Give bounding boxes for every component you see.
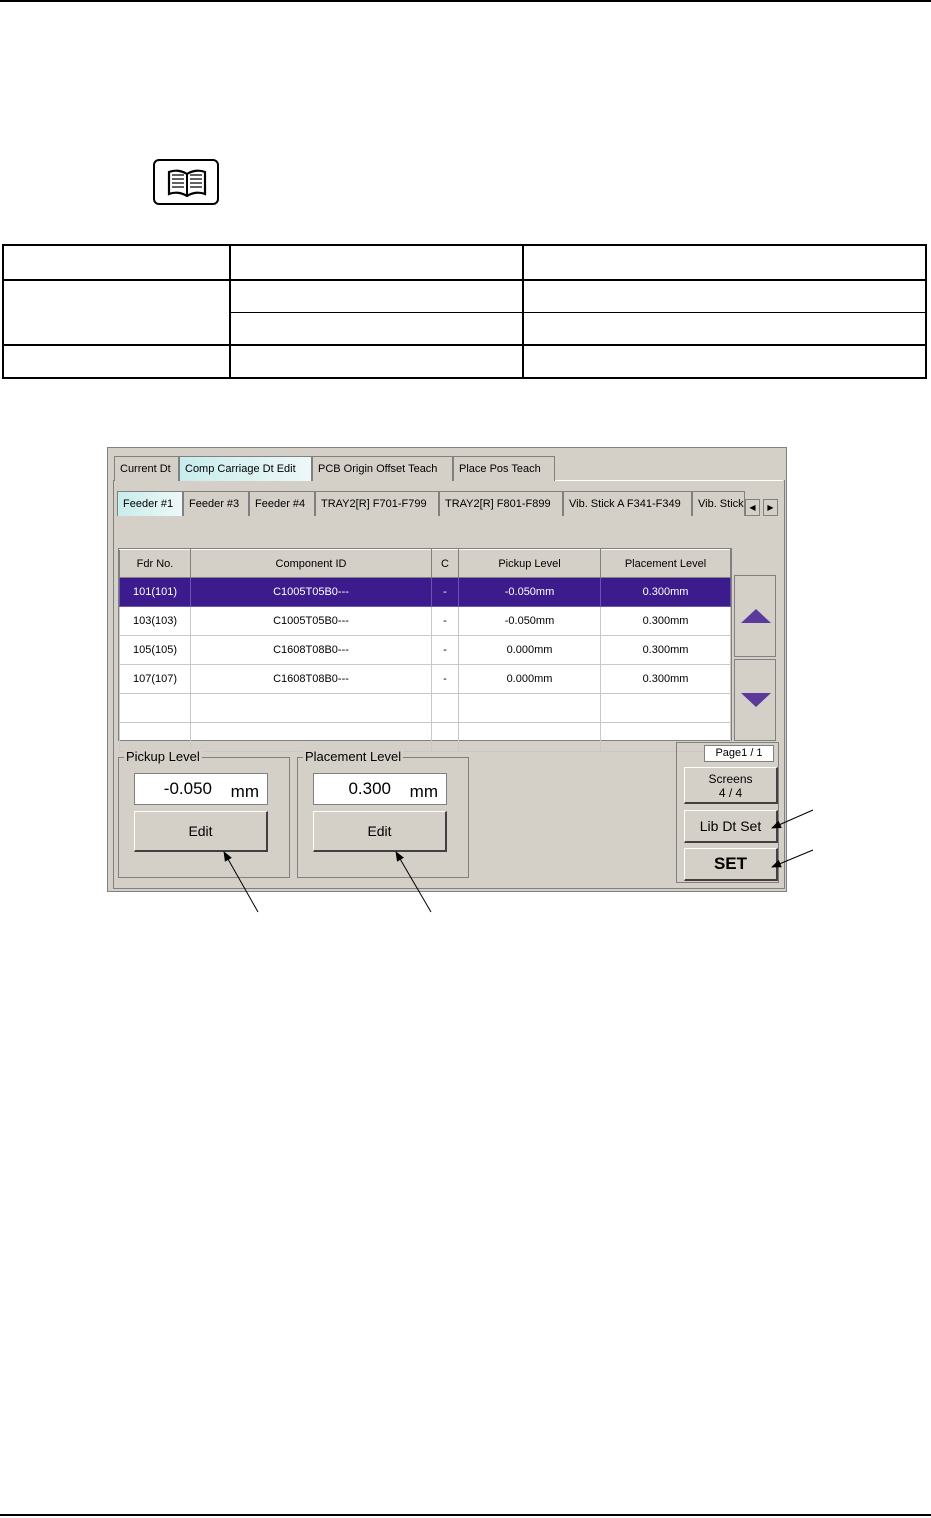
- table-row[interactable]: [120, 607, 731, 636]
- top-rule: [0, 0, 931, 2]
- tab-scroll-right-button[interactable]: ▶: [763, 499, 778, 516]
- placement-level-value: 0.300: [348, 779, 391, 798]
- triangle-down-icon: [740, 692, 772, 708]
- table-row[interactable]: [120, 578, 731, 607]
- triangle-up-icon: [740, 608, 772, 624]
- tab-feeder-1[interactable]: Feeder #1: [117, 491, 183, 516]
- tab-scroll-left-button[interactable]: ◀: [745, 499, 760, 516]
- tab-comp-carriage-dt-edit[interactable]: Comp Carriage Dt Edit: [179, 456, 312, 481]
- feeder-table-container: [118, 548, 732, 741]
- table-row[interactable]: [120, 665, 731, 694]
- pickup-level-value: -0.050: [163, 779, 212, 798]
- cell-placement-level: 0.300mm: [601, 636, 731, 665]
- table-row[interactable]: [120, 723, 731, 752]
- cell-c: -: [432, 636, 459, 665]
- column-header-pickup-level: Pickup Level: [459, 550, 601, 578]
- pickup-level-unit: mm: [230, 782, 259, 801]
- tab-feeder-3[interactable]: Feeder #3: [183, 491, 249, 516]
- scroll-down-button[interactable]: [734, 659, 776, 741]
- tab-pcb-origin-offset-teach[interactable]: PCB Origin Offset Teach: [312, 456, 453, 481]
- cell-c: -: [432, 607, 459, 636]
- cell-c: -: [432, 665, 459, 694]
- placement-level-value-box: [313, 773, 447, 805]
- tab-feeder-4[interactable]: Feeder #4: [249, 491, 315, 516]
- cell-fdr-no: 105(105): [120, 636, 191, 665]
- pickup-level-title: Pickup Level: [126, 749, 200, 764]
- set-button[interactable]: SET: [684, 848, 778, 881]
- placement-edit-button[interactable]: Edit: [313, 811, 447, 852]
- scroll-up-button[interactable]: [734, 575, 776, 657]
- tab-current-dt[interactable]: Current Dt: [114, 456, 179, 481]
- table-row[interactable]: [120, 636, 731, 665]
- bottom-rule: [0, 1514, 931, 1516]
- cell-placement-level: 0.300mm: [601, 665, 731, 694]
- cell-component-id: C1608T08B0---: [191, 665, 432, 694]
- page-indicator: Page1 / 1: [704, 745, 774, 762]
- tab-vib-stick[interactable]: Vib. Stick: [692, 491, 745, 516]
- cell-c: -: [432, 578, 459, 607]
- cell-fdr-no: 101(101): [120, 578, 191, 607]
- screens-value: 4 / 4: [718, 786, 743, 800]
- book-icon: [153, 159, 219, 205]
- cell-component-id: C1005T05B0---: [191, 578, 432, 607]
- screens-label: Screens: [708, 772, 753, 786]
- cell-component-id: C1608T08B0---: [191, 636, 432, 665]
- cell-placement-level: 0.300mm: [601, 607, 731, 636]
- cell-pickup-level: 0.000mm: [459, 665, 601, 694]
- cell-pickup-level: -0.050mm: [459, 578, 601, 607]
- cell-fdr-no: 107(107): [120, 665, 191, 694]
- reference-table: [2, 244, 927, 379]
- application-window: [107, 447, 787, 892]
- table-row[interactable]: [120, 694, 731, 723]
- placement-level-title: Placement Level: [305, 749, 402, 764]
- cell-pickup-level: -0.050mm: [459, 607, 601, 636]
- cell-fdr-no: 103(103): [120, 607, 191, 636]
- tab-vib-stick-a[interactable]: Vib. Stick A F341-F349: [563, 491, 692, 516]
- column-header-fdr-no: Fdr No.: [120, 550, 191, 578]
- tab-place-pos-teach[interactable]: Place Pos Teach: [453, 456, 555, 481]
- screens-button[interactable]: [684, 767, 778, 804]
- cell-component-id: C1005T05B0---: [191, 607, 432, 636]
- lib-dt-set-button[interactable]: Lib Dt Set: [684, 810, 778, 843]
- column-header-c: C: [432, 550, 459, 578]
- cell-pickup-level: 0.000mm: [459, 636, 601, 665]
- tab-tray2-f701[interactable]: TRAY2[R] F701-F799: [315, 491, 439, 516]
- tab-tray2-f801[interactable]: TRAY2[R] F801-F899: [439, 491, 563, 516]
- column-header-component-id: Component ID: [191, 550, 432, 578]
- cell-placement-level: 0.300mm: [601, 578, 731, 607]
- column-header-placement-level: Placement Level: [601, 550, 731, 578]
- feeder-table: [119, 549, 731, 752]
- pickup-level-value-box: [134, 773, 268, 805]
- pickup-edit-button[interactable]: Edit: [134, 811, 268, 852]
- placement-level-unit: mm: [409, 782, 438, 801]
